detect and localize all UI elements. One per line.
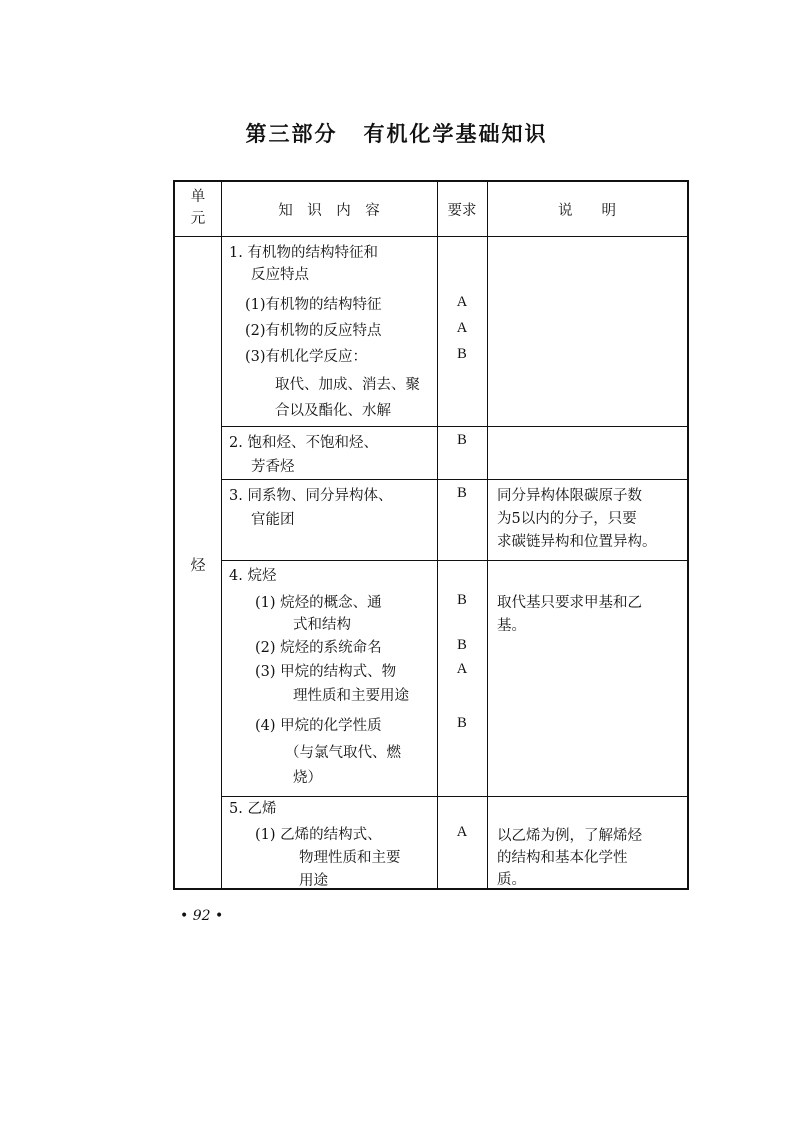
row1-sub3: (3)有机化学反应： <box>245 349 368 365</box>
row3-note-line2: 为5以内的分子，只要 <box>497 511 637 527</box>
row5-note-line1: 以乙烯为例，了解烯烃 <box>497 828 642 844</box>
row5-sub1-req: A <box>456 824 468 840</box>
row5-sub1-line1: (1) 乙烯的结构式、 <box>255 827 382 843</box>
row4-sub1-line1: (1) 烷烃的概念、通 <box>255 595 382 611</box>
row4-sub3-line1: (3) 甲烷的结构式、物 <box>255 664 397 680</box>
row1-sub3-line3: 合以及酯化、水解 <box>275 403 391 419</box>
row5-title: 5. 乙烯 <box>229 801 277 817</box>
header-content: 知 识 内 容 <box>278 203 380 219</box>
row3-note-line3: 求碳链异构和位置异构。 <box>497 534 657 550</box>
row4-sub4-line1: (4) 甲烷的化学性质 <box>255 718 382 734</box>
row4-title: 4. 烷烃 <box>229 568 277 584</box>
part-label: 第三部分 <box>245 121 338 146</box>
row5-sub1-line3: 用途 <box>299 873 328 889</box>
row4-sub4-line2: （与氯气取代、燃 <box>285 745 401 761</box>
row4-sub4-req: B <box>457 715 467 731</box>
row5-sub1-line2: 物理性质和主要 <box>299 850 401 866</box>
row1-sub3-line2: 取代、加成、消去、聚 <box>275 377 420 393</box>
row3-title-line2: 官能团 <box>251 512 295 528</box>
row3-title-line1: 3. 同系物、同分异构体、 <box>229 488 393 504</box>
part-name: 有机化学基础知识 <box>363 121 548 146</box>
row2-req: B <box>457 432 467 448</box>
header-divider <box>175 236 687 237</box>
row4-note-line1: 取代基只要求甲基和乙 <box>497 595 642 611</box>
row1-title-line1: 1. 有机物的结构特征和 <box>229 245 378 261</box>
page-number: • 92 • <box>180 908 224 924</box>
unit-label: 烃 <box>190 556 206 574</box>
row3-req: B <box>457 485 467 501</box>
page-title <box>0 118 793 148</box>
col-divider-unit <box>221 182 222 888</box>
row5-note-line3: 质。 <box>497 872 526 888</box>
row-divider-3 <box>221 560 687 561</box>
row1-sub2-req: A <box>456 320 468 336</box>
knowledge-table <box>173 180 689 890</box>
row4-note-line2: 基。 <box>497 618 526 634</box>
col-divider-requirement <box>487 182 488 888</box>
row4-sub2-req: B <box>457 637 467 653</box>
row2-title-line1: 2. 饱和烃、不饱和烃、 <box>229 435 378 451</box>
row-divider-4 <box>221 796 687 797</box>
row5-note-line2: 的结构和基本化学性 <box>497 850 628 866</box>
row1-title-line2: 反应特点 <box>251 267 309 283</box>
header-requirement: 要求 <box>447 203 477 219</box>
header-unit-line1: 单 <box>190 189 206 205</box>
header-notes: 说 明 <box>558 203 616 219</box>
row2-title-line2: 芳香烃 <box>251 459 295 475</box>
row4-sub2: (2) 烷烃的系统命名 <box>255 640 382 656</box>
row3-note-line1: 同分异构体限碳原子数 <box>497 488 642 504</box>
row1-sub3-req: B <box>457 346 467 362</box>
row4-sub3-req: A <box>456 661 468 677</box>
row1-sub2: (2)有机物的反应特点 <box>245 323 382 339</box>
row4-sub4-line3: 烧） <box>293 770 322 786</box>
row-divider-2 <box>221 479 687 480</box>
row4-sub1-req: B <box>457 592 467 608</box>
row1-sub1-req: A <box>456 294 468 310</box>
header-unit <box>175 186 221 230</box>
col-divider-content <box>437 182 438 888</box>
row1-sub1: (1)有机物的结构特征 <box>245 297 382 313</box>
row-divider-1 <box>221 426 687 427</box>
row4-sub3-line2: 理性质和主要用途 <box>293 688 409 704</box>
row4-sub1-line2: 式和结构 <box>293 617 351 633</box>
header-unit-line2: 元 <box>190 211 206 227</box>
